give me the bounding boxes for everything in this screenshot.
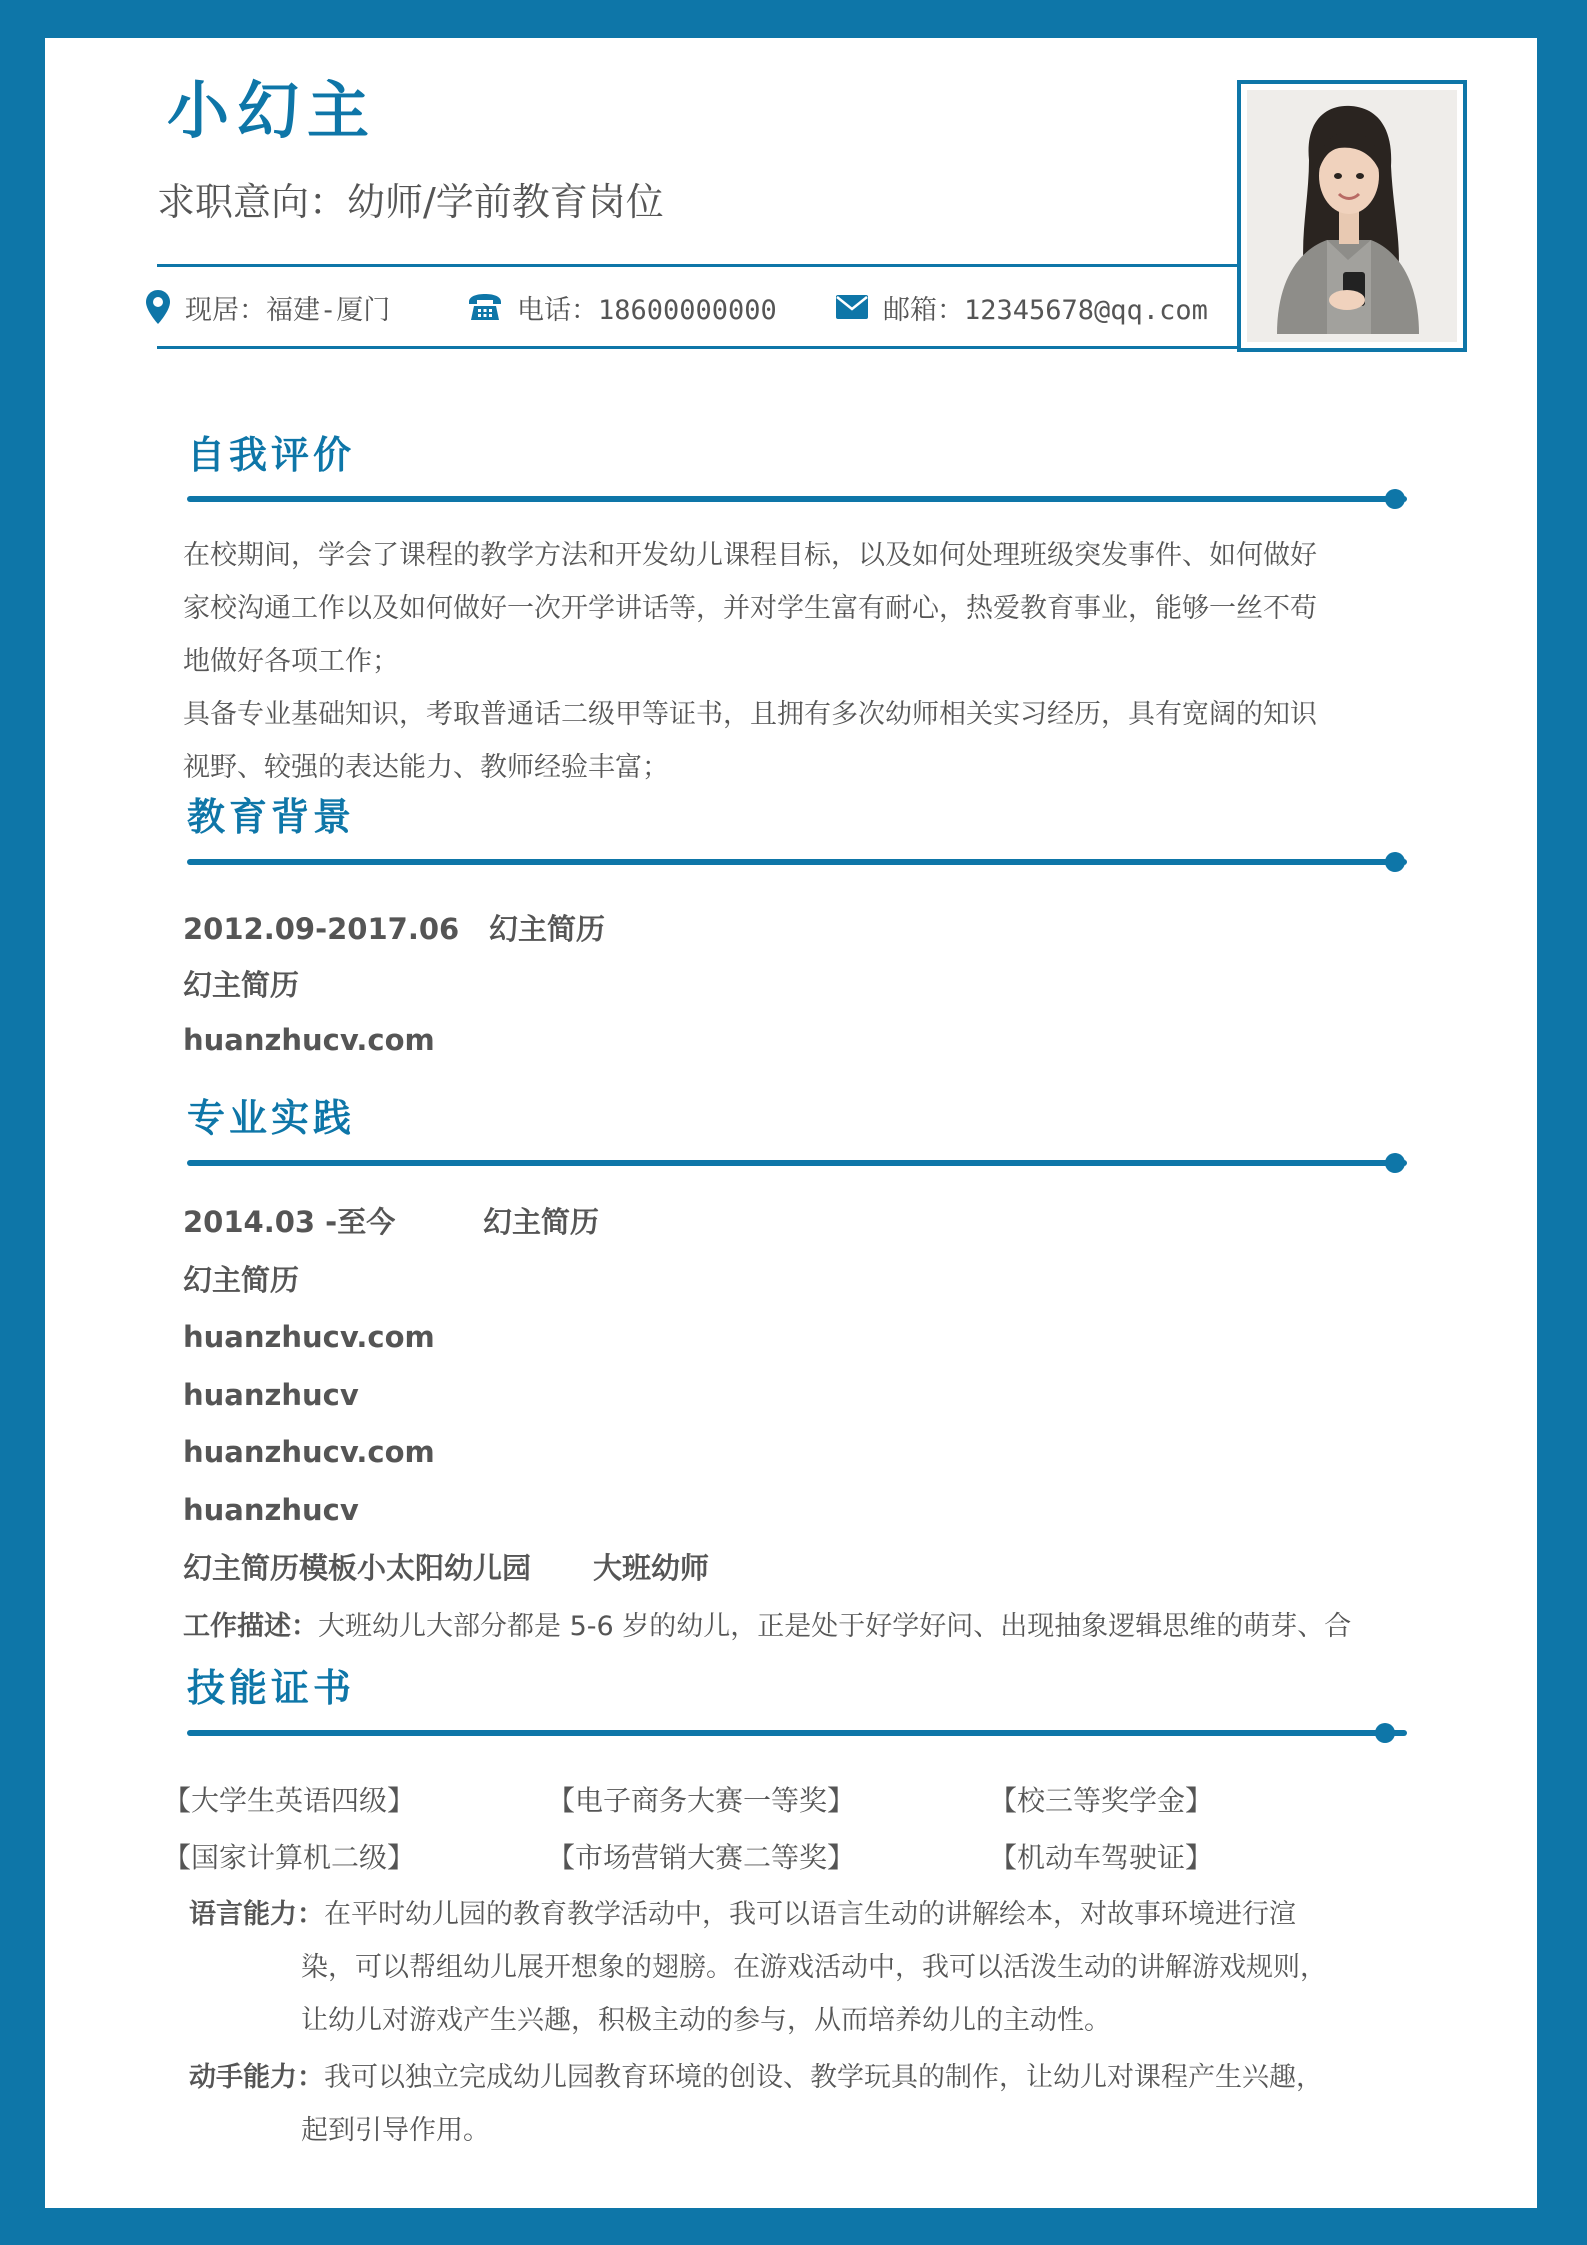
section-divider-self-eval [187,496,1407,502]
section-dot-self-eval [1385,489,1405,509]
profile-photo-image [1247,90,1457,342]
section-divider-education [187,859,1407,865]
cert-item: 【市场营销大赛二等奖】 [547,1841,856,1874]
cert-item: 【电子商务大赛一等奖】 [547,1784,856,1817]
practice-desc-label: 工作描述： [183,1611,318,1642]
job-intent: 求职意向：幼师/学前教育岗位 [157,180,664,224]
person-portrait-icon [1247,90,1449,334]
skill-hands-on-line: 起到引导作用。 [301,2115,490,2146]
email-item [835,288,1208,327]
self-eval-line: 具备专业基础知识，考取普通话二级甲等证书，且拥有多次幼师相关实习经历，具有宽阔的知识 [183,699,1317,730]
self-eval-line: 家校沟通工作以及如何做好一次开学讲话等，并对学生富有耐心，热爱教育事业，能够一丝不苟 [183,593,1317,624]
skill-hands-on-label: 动手能力： [189,2062,324,2093]
envelope-icon [835,294,869,320]
skill-language-line: 染，可以帮组幼儿展开想象的翅膀。在游戏活动中，我可以活泼生动的讲解游戏规则， [301,1952,1327,1983]
education-period: 2012.09-2017.06 [183,912,460,946]
contact-row [145,284,1275,330]
profile-photo [1237,80,1467,352]
cert-item: 【校三等奖学金】 [989,1784,1214,1817]
practice-job-role: 大班幼师 [593,1551,710,1585]
skill-language-line: 让幼儿对游戏产生兴趣，积极主动的参与，从而培养幼儿的主动性。 [301,2005,1111,2036]
practice-line: huanzhucv.com [183,1320,435,1354]
practice-description [183,1611,1351,1643]
skill-language-label: 语言能力： [189,1899,324,1930]
education-line: 幻主简历 [183,968,300,1002]
cert-item: 【机动车驾驶证】 [989,1841,1214,1874]
header-divider-bottom [157,346,1287,349]
practice-desc-text: 大班幼儿大部分都是 5-6 岁的幼儿，正是处于好学好问、出现抽象逻辑思维的萌芽、合 [318,1611,1352,1642]
cert-item: 【大学生英语四级】 [163,1784,416,1817]
candidate-name: 小幻主 [167,74,378,147]
skill-hands-on-line: 我可以独立完成幼儿园教育环境的创设、教学玩具的制作，让幼儿对课程产生兴趣， [324,2062,1323,2093]
section-dot-education [1385,852,1405,872]
practice-job-org: 幻主简历模板小太阳幼儿园 [183,1551,532,1585]
practice-org: 幻主简历 [483,1205,600,1239]
phone-item [467,288,835,327]
section-dot-skills [1375,1723,1395,1743]
phone-icon [467,292,503,322]
education-line: huanzhucv.com [183,1023,435,1057]
education-school: 幻主简历 [489,912,606,946]
self-eval-line: 地做好各项工作； [183,646,399,677]
section-divider-practice [187,1160,1407,1166]
resume-page [45,38,1537,2208]
cert-item: 【国家计算机二级】 [163,1841,416,1874]
self-eval-text [183,529,1317,794]
practice-line: 幻主简历 [183,1263,300,1297]
section-title-self-eval: 自我评价 [187,433,356,477]
practice-line: huanzhucv [183,1378,359,1412]
practice-period: 2014.03 -至今 [183,1205,396,1239]
section-title-practice: 专业实践 [187,1096,356,1140]
email-text: 邮箱：12345678@qq.com [883,294,1208,326]
skill-language-line: 在平时幼儿园的教育教学活动中，我可以语言生动的讲解绘本，对故事环境进行渲 [324,1899,1296,1930]
skill-language [189,1888,1409,2047]
phone-text: 电话：18600000000 [517,294,777,326]
practice-line: huanzhucv [183,1493,359,1527]
location-pin-icon [145,289,171,325]
section-dot-practice [1385,1153,1405,1173]
skill-hands-on [189,2051,1409,2157]
section-divider-skills [187,1730,1407,1736]
practice-line: huanzhucv.com [183,1435,435,1469]
self-eval-line: 在校期间，学会了课程的教学方法和开发幼儿课程目标，以及如何处理班级突发事件、如何做好 [183,540,1317,571]
section-title-education: 教育背景 [187,795,356,839]
self-eval-line: 视野、较强的表达能力、教师经验丰富； [183,752,669,783]
location-item [145,288,467,327]
header-divider-top [157,264,1237,267]
section-title-skills: 技能证书 [187,1666,356,1710]
location-text: 现居：福建-厦门 [185,294,391,326]
